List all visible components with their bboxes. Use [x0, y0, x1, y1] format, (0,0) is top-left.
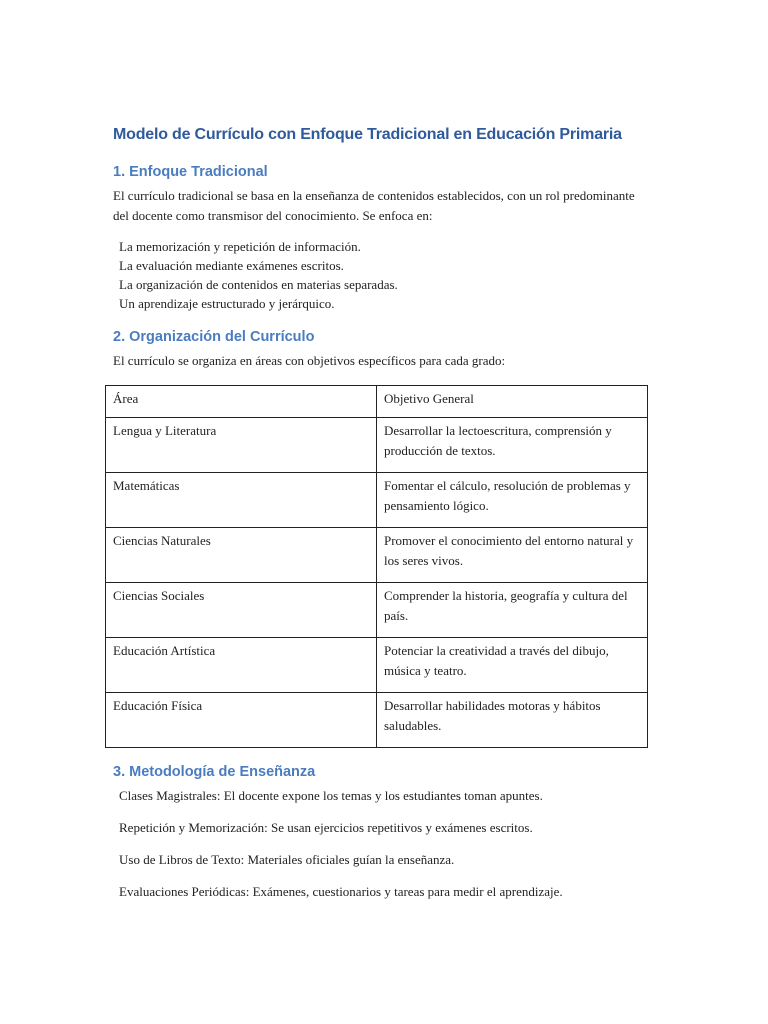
document-page [113, 124, 653, 914]
section-heading: 2. Organización del Currículo [113, 329, 315, 345]
table-cell-area: Educación Física [106, 693, 377, 748]
table-header-cell: Área [106, 385, 377, 418]
table-row [106, 693, 648, 748]
list-item: Uso de Libros de Texto: Materiales oficiales guían la enseñanza. [119, 852, 455, 867]
table-row [106, 473, 648, 528]
table-cell-area: Ciencias Sociales [106, 583, 377, 638]
table-header-cell: Objetivo General [377, 385, 648, 418]
section-enfoque-tradicional [113, 162, 653, 313]
list-item: La memorización y repetición de información. [119, 239, 361, 254]
list-item: Un aprendizaje estructurado y jerárquico. [119, 296, 335, 311]
document-title: Modelo de Currículo con Enfoque Tradicional en Educación Primaria [113, 126, 622, 143]
table-row [106, 583, 648, 638]
table-row [106, 418, 648, 473]
section-intro: El currículo se organiza en áreas con objetivos específicos para cada grado: [113, 353, 506, 368]
list-item: Repetición y Memorización: Se usan ejercicios repetitivos y exámenes escritos. [119, 820, 533, 835]
table-cell-objective: Fomentar el cálculo, resolución de problemas y pensamiento lógico. [377, 473, 648, 528]
table-row [106, 528, 648, 583]
table-cell-area: Matemáticas [106, 473, 377, 528]
list-item: Clases Magistrales: El docente expone los temas y los estudiantes toman apuntes. [119, 788, 543, 803]
list-item: La evaluación mediante exámenes escritos. [119, 258, 344, 273]
focus-list [113, 237, 653, 313]
table-cell-area: Ciencias Naturales [106, 528, 377, 583]
table-cell-area: Lengua y Literatura [106, 418, 377, 473]
table-cell-objective: Potenciar la creatividad a través del dibujo, música y teatro. [377, 638, 648, 693]
table-cell-objective: Desarrollar habilidades motoras y hábitos saludables. [377, 693, 648, 748]
section-intro: El currículo tradicional se basa en la enseñanza de contenidos establecidos, con un rol predominante del docente como transmisor del conocimiento. Se enfoca en: [113, 188, 635, 223]
section-metodologia-ensenanza [113, 762, 653, 901]
curriculum-table [105, 385, 648, 749]
list-item: Evaluaciones Periódicas: Exámenes, cuestionarios y tareas para medir el aprendizaje. [119, 884, 563, 899]
section-organizacion-curriculo [113, 327, 653, 748]
table-row [106, 638, 648, 693]
section-heading: 3. Metodología de Enseñanza [113, 764, 316, 780]
section-heading: 1. Enfoque Tradicional [113, 164, 268, 180]
methodology-list [113, 786, 653, 901]
list-item: La organización de contenidos en materias separadas. [119, 277, 398, 292]
table-cell-area: Educación Artística [106, 638, 377, 693]
table-cell-objective: Desarrollar la lectoescritura, comprensión y producción de textos. [377, 418, 648, 473]
table-cell-objective: Comprender la historia, geografía y cultura del país. [377, 583, 648, 638]
table-header-row [106, 385, 648, 418]
table-cell-objective: Promover el conocimiento del entorno natural y los seres vivos. [377, 528, 648, 583]
